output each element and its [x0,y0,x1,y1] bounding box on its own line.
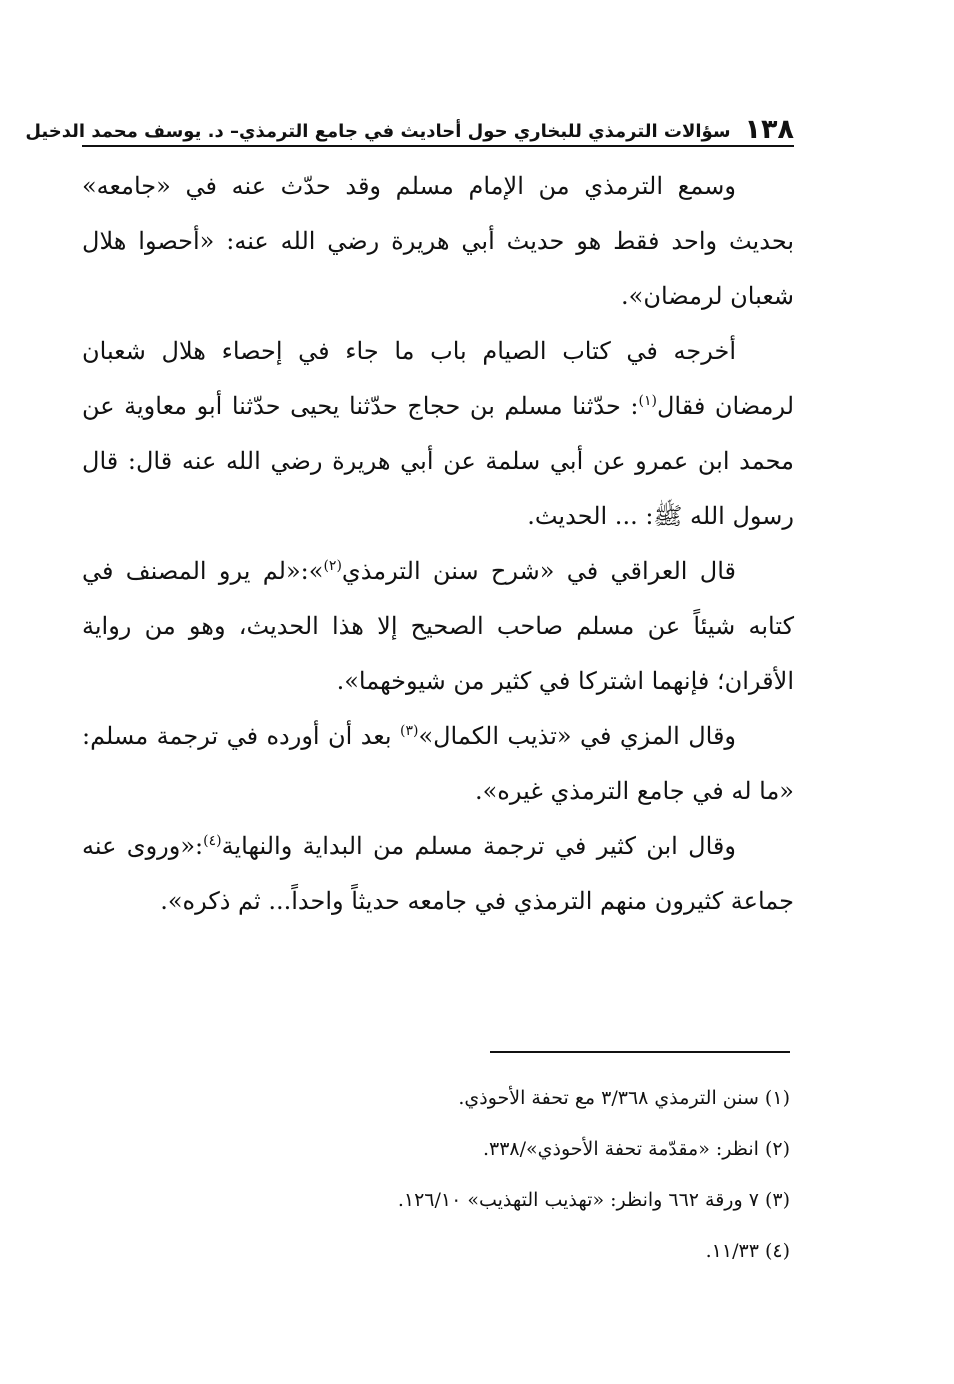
paragraph-2-text-a: أخرجه في كتاب الصيام باب ما جاء في إحصاء هلال شعبان لرمضان فقال [82,337,795,420]
page-number: ١٣٨ [744,114,794,145]
footnote-ref-3: (٣) [399,723,419,739]
page-header [25,107,794,145]
header-rule [82,145,794,147]
paragraph-5-text-a: وقال ابن كثير في ترجمة مسلم من البداية والنهاية [221,832,736,860]
paragraph-3 [82,544,794,709]
footnote-ref-2: (٢) [323,558,342,574]
footnote-1: (١) سنن الترمذي ٣/٣٦٨ مع تحفة الأحوذي. [458,1087,790,1109]
paragraph-3-text-a: قال العراقي في «شرح سنن الترمذي [341,557,736,585]
document-page [25,95,795,1295]
paragraph-4-text-a: وقال المزي في «تذيب الكمال» [418,722,736,750]
paragraph-5 [82,819,794,929]
footnote-4: (٤) ١١/٣٣. [705,1240,790,1262]
paragraph-4-text-b: بعد أن أورده في ترجمة مسلم: «ما له في جامع الترمذي غيره». [82,722,794,805]
footnote-ref-1: (١) [638,393,657,409]
paragraph-1-text: وسمع الترمذي من الإمام مسلم وقد حدّث عنه في «جامعه» بحديث واحد فقط هو حديث أبي هريرة رضي الله عنه: «أحصوا هلال شعبان لرمضان». [82,172,794,310]
paragraph-4 [82,709,794,819]
footnote-rule [490,1051,790,1053]
footnotes [82,1073,790,1277]
footnote-ref-4: (٤) [203,833,222,849]
paragraph-2-text-b: : حدّثنا مسلم بن حجاج حدّثنا يحيى حدّثنا أبو معاوية عن محمد ابن عمرو عن أبي سلمة عن أبي هريرة رضي الله عنه قال: قال رسول الله ﷺ: ... الحديث. [82,392,794,530]
body-text [82,159,794,929]
running-title: سؤالات الترمذي للبخاري حول أحاديث في جامع الترمذي– د. يوسف محمد الدخيل [25,121,731,142]
footnote-2: (٢) انظر: «مقدّمة تحفة الأحوذي»/٣٣٨. [482,1138,790,1160]
paragraph-2 [82,324,794,544]
paragraph-3-text-b: »:«لم يرو المصنف في كتابه شيئاً عن مسلم صاحب الصحيح إلا هذا الحديث، وهو من رواية الأقران؛ فإنهما اشتركا في كثير من شيوخهما». [82,557,794,695]
paragraph-1 [82,159,794,324]
paragraph-5-text-b: :«وروى عنه جماعة كثيرون منهم الترمذي في جامعه حديثاً واحداً... ثم ذكره». [82,832,794,915]
footnote-3: (٣) ٧ ورقة ٦٦٢ وانظر: «تهذيب التهذيب» ١٢٦/١٠. [397,1189,790,1211]
